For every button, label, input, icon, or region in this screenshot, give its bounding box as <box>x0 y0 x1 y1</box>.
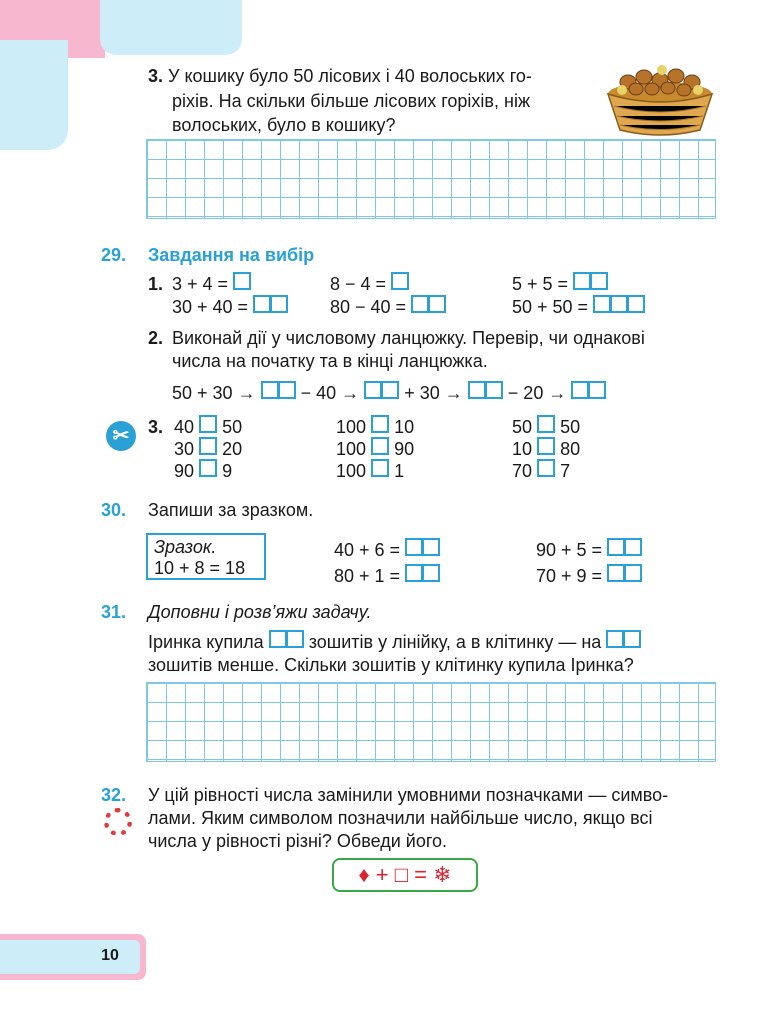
ex32-text-1: У цій рівності числа замінили умовними позначками — симво- <box>148 785 669 805</box>
compare-row: 30 20 <box>174 439 243 459</box>
sample-box <box>146 533 266 580</box>
compare-box[interactable] <box>199 459 217 477</box>
exercise-31-title: Доповни і розв’яжи задачу. <box>148 602 372 622</box>
ex29-task3-number: 3. <box>148 417 164 437</box>
eq-50-plus-50: 50 + 50 = <box>512 295 645 319</box>
exercise-29-number: 29. <box>101 245 127 265</box>
eq-8-minus-4: 8 − 4 = <box>330 272 409 296</box>
task3-number: 3. <box>148 66 164 86</box>
exercise-29-title: Завдання на вибір <box>148 245 315 265</box>
answer-grid-2[interactable] <box>146 682 716 762</box>
ex31-text-2: зошитів менше. Скільки зошитів у клітинку купила Іринка? <box>148 655 634 675</box>
compare-row: 100 1 <box>336 461 405 481</box>
answer-box[interactable] <box>607 538 642 556</box>
exercise-30-number: 30. <box>101 500 127 520</box>
exercise-31-number: 31. <box>101 602 127 622</box>
compare-box[interactable] <box>371 437 389 455</box>
compare-row: 40 50 <box>174 417 243 437</box>
answer-box[interactable] <box>606 630 641 648</box>
eq-30-plus-40: 30 + 40 = <box>172 295 288 319</box>
answer-box[interactable] <box>593 295 645 313</box>
compare-box[interactable] <box>371 415 389 433</box>
ex29-task2-number: 2. <box>148 328 164 348</box>
arrow-icon: → <box>341 383 360 403</box>
compare-row: 50 50 <box>512 417 581 437</box>
ex29-task1-number: 1. <box>148 274 164 294</box>
compare-row: 70 7 <box>512 461 571 481</box>
eq-70-plus-9: 70 + 9 = <box>536 564 642 588</box>
answer-grid-1[interactable] <box>146 139 716 219</box>
answer-box[interactable] <box>405 564 440 582</box>
answer-box[interactable] <box>261 381 296 399</box>
square-icon[interactable]: □ <box>394 862 409 887</box>
answer-box[interactable] <box>364 381 399 399</box>
compare-box[interactable] <box>199 415 217 433</box>
arrow-icon: → <box>548 383 567 403</box>
compare-row: 100 10 <box>336 417 415 437</box>
compare-box[interactable] <box>537 415 555 433</box>
ex29-task2-text-2: числа на початку та в кінці ланцюжка. <box>172 351 488 371</box>
task3-text-2: ріхів. На скільки більше лісових горіхів, ніж <box>172 91 530 111</box>
eq-80-plus-1: 80 + 1 = <box>334 564 440 588</box>
top-decoration-blue <box>100 0 242 55</box>
answer-box[interactable] <box>411 295 446 313</box>
answer-box[interactable] <box>391 272 409 290</box>
ex32-text-2: лами. Яким символом позначили найбільше число, якщо всі <box>148 808 653 828</box>
compare-box[interactable] <box>371 459 389 477</box>
sample-label: Зразок. <box>154 537 217 557</box>
ex31-text-1: Іринка купила зошитів у лінійку, а в клітинку — на <box>148 630 641 654</box>
compare-box[interactable] <box>537 459 555 477</box>
task3-text-1: У кошику було 50 лісових і 40 волоських го- <box>168 66 532 86</box>
number-chain: 50 + 30 → − 40 → + 30 → − 20 → <box>172 381 606 405</box>
compare-row: 100 90 <box>336 439 415 459</box>
answer-box[interactable] <box>253 295 288 313</box>
arrow-icon: → <box>444 383 463 403</box>
eq-5-plus-5: 5 + 5 = <box>512 272 608 296</box>
sun-icon <box>104 808 132 836</box>
sample-equation: 10 + 8 = 18 <box>154 558 246 578</box>
scissors-icon: ✂ <box>106 421 136 451</box>
page-number: 10 <box>101 947 119 964</box>
exercise-30-text: Запиши за зразком. <box>148 500 314 520</box>
ex29-task2-text-1: Виконай дії у числовому ланцюжку. Перевір, чи однакові <box>172 328 645 348</box>
symbol-equation <box>332 858 478 892</box>
answer-box[interactable] <box>269 630 304 648</box>
corner-decoration-blue <box>0 40 68 150</box>
equals-sign: = <box>414 862 428 887</box>
eq-40-plus-6: 40 + 6 = <box>334 538 440 562</box>
eq-3-plus-4: 3 + 4 = <box>172 272 251 296</box>
ex32-text-3: числа у рівності різні? Обведи його. <box>148 831 448 851</box>
task3-text-3: волоських, було в кошику? <box>172 115 396 135</box>
answer-box[interactable] <box>233 272 251 290</box>
basket-of-nuts-image <box>602 62 718 136</box>
snowflake-icon[interactable]: ❄ <box>433 862 452 887</box>
task3-line1 <box>148 64 532 88</box>
compare-box[interactable] <box>199 437 217 455</box>
exercise-32-number: 32. <box>101 785 127 805</box>
eq-80-minus-40: 80 − 40 = <box>330 295 446 319</box>
compare-box[interactable] <box>537 437 555 455</box>
answer-box[interactable] <box>405 538 440 556</box>
compare-row: 90 9 <box>174 461 233 481</box>
eq-90-plus-5: 90 + 5 = <box>536 538 642 562</box>
plus-sign: + <box>375 862 389 887</box>
arrow-icon: → <box>237 383 256 403</box>
answer-box[interactable] <box>468 381 503 399</box>
compare-row: 10 80 <box>512 439 581 459</box>
answer-box[interactable] <box>571 381 606 399</box>
answer-box[interactable] <box>607 564 642 582</box>
diamond-icon[interactable]: ♦ <box>358 862 370 887</box>
answer-box[interactable] <box>573 272 608 290</box>
